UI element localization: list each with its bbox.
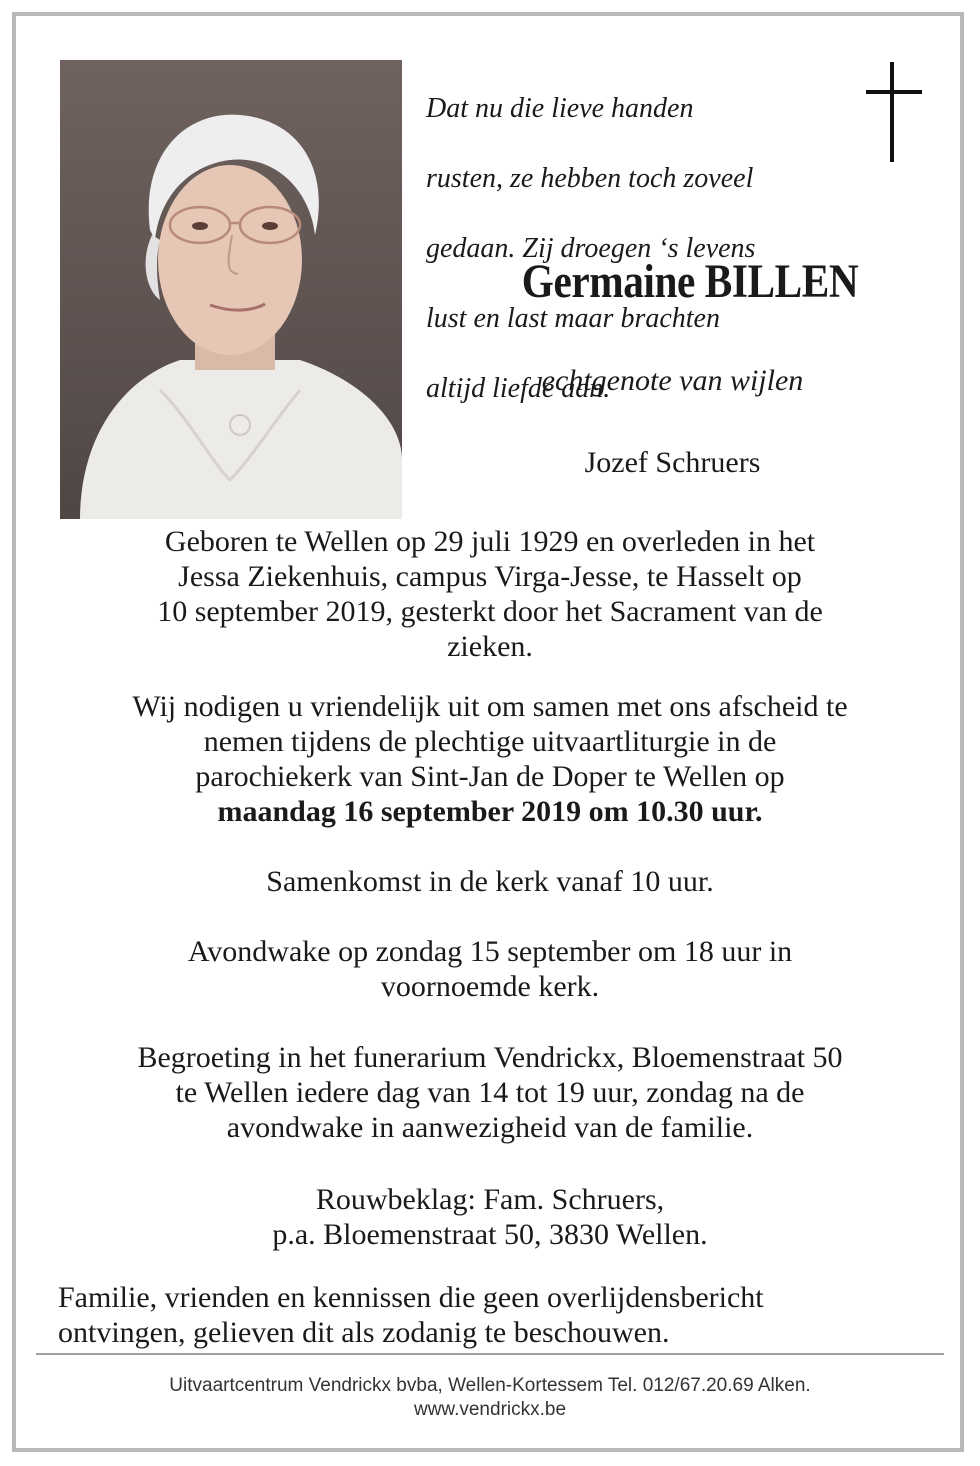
text-line: Wij nodigen u vriendelijk uit om samen met ons afscheid te (132, 690, 848, 723)
footer-website[interactable]: www.vendrickx.be (413, 1399, 567, 1420)
text-line: parochiekerk van Sint-Jan de Doper te Wellen op (195, 760, 785, 793)
text-line: te Wellen iedere dag van 14 tot 19 uur, zondag na de (175, 1076, 805, 1109)
text-line: 10 september 2019, gesterkt door het Sacrament van de (157, 595, 823, 628)
text-line: p.a. Bloemenstraat 50, 3830 Wellen. (272, 1218, 708, 1251)
gathering-text: Samenkomst in de kerk vanaf 10 uur. (266, 865, 714, 898)
spouse-name: Jozef Schruers (584, 446, 761, 479)
text-line: Rouwbeklag: Fam. Schruers, (315, 1183, 665, 1216)
text-line: Geboren te Wellen op 29 juli 1929 en overleden in het (164, 525, 816, 558)
funeral-date-time: maandag 16 september 2019 om 10.30 uur. (217, 795, 763, 828)
poem-line: gedaan. Zij droegen ‘s levens (426, 233, 756, 264)
text-line: avondwake in aanwezigheid van de familie. (226, 1111, 754, 1144)
visitation-paragraph (40, 1040, 940, 1145)
text-line: Avondwake op zondag 15 september om 18 uur in (187, 935, 793, 968)
footer-company-line: Uitvaartcentrum Vendrickx bvba, Wellen-Kortessem Tel. 012/67.20.69 Alken. (169, 1375, 811, 1396)
portrait-illustration (60, 60, 402, 519)
vigil-paragraph (40, 934, 940, 1004)
birth-death-paragraph (40, 524, 940, 664)
poem-line: Dat nu die lieve handen (426, 93, 694, 124)
spouse-label: echtgenote van wijlen (541, 364, 804, 397)
invitation-paragraph (40, 689, 940, 829)
deceased-name: Germaine BILLEN (521, 255, 859, 308)
text-line: Begroeting in het funerarium Vendrickx, Bloemenstraat 50 (137, 1041, 843, 1074)
portrait-photo (60, 60, 402, 519)
cross-icon (866, 62, 922, 162)
poem-line: rusten, ze hebben toch zoveel (426, 163, 754, 194)
text-line: zieken. (447, 630, 533, 663)
closing-paragraph (58, 1280, 958, 1350)
condolences-paragraph (40, 1182, 940, 1252)
text-line: Familie, vrienden en kennissen die geen overlijdensbericht (58, 1281, 764, 1314)
poem-line: lust en last maar brachten (426, 303, 720, 334)
text-line: Jessa Ziekenhuis, campus Virga-Jesse, te Hasselt op (178, 560, 802, 593)
text-line: ontvingen, gelieven dit als zodanig te beschouwen. (58, 1316, 670, 1349)
funeral-home-footer (40, 1374, 940, 1422)
poem-line: altijd liefde aan. (426, 373, 611, 404)
footer-divider (36, 1353, 944, 1355)
text-line: voornoemde kerk. (380, 970, 600, 1003)
text-line: nemen tijdens de plechtige uitvaartliturgie in de (203, 725, 777, 758)
